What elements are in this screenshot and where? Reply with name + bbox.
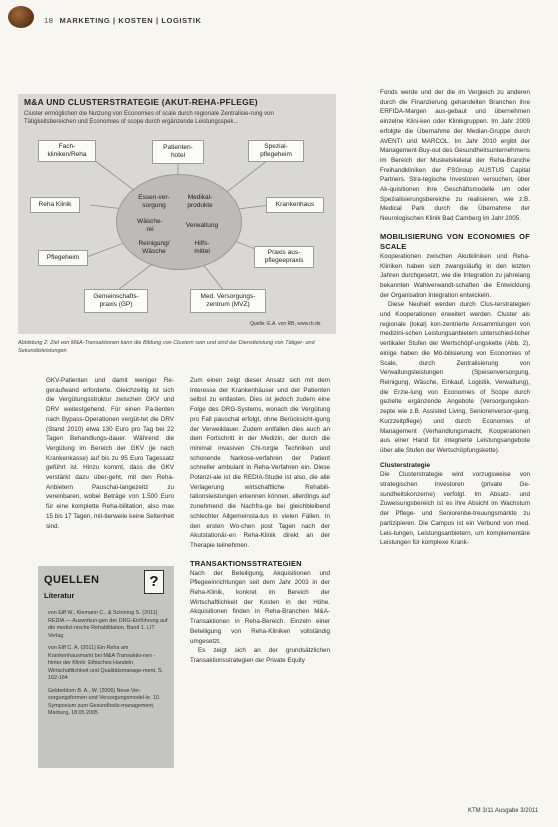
section-label: MARKETING | KOSTEN | LOGISTIK [59,16,202,25]
paragraph: Es zeigt sich an der grundsätzlichen Transaktionsstrategien der Private Equity [190,647,330,664]
heading-economies-of-scale: MOBILISIERUNG VON ECONOMIES OF SCALE [380,231,530,251]
diagram-box-spezialpflegeheim: Spezial- pflegeheim [248,140,304,162]
source-item: Gelderblom B. A., W. (2006) Neue Ver-sorgungsformen und Versorgungsmodel-le. 10. Symposium zum Gesundheits-management, Marburg, 18.05.2005 [48,687,161,716]
question-mark-icon: ? [144,570,164,594]
segment-s4: Verwaltung [185,222,219,229]
paragraph: GKV-Patienten und damit weniger Re-geraufwand erforderte. Gleichzeitig ist sich die Vergütungsstruktur zwischen GKV und DRV weitestgehend. Für einen Pa-tienten nach Bypass-Operationen vergüt-tet die DRV (Stand 2010) etwa 130 Euro pro Tag bei 22 Tagen Behandlungs-dauer. Während die Vergütung im Bereich der GKV (je nach Krankenkasse) auf bis zu 95 Euro Tagessatz geführt ist. Hinzu kommt, dass die GKV verstärkt dazu über-geht, mit den Reha-Anbietern Pauschal-langezeitz zu vereinbaren, wobei Beträge von 1.500 Euro für eine komplette Reha-bilitation, also max 15 bis 17 Tagen, mit-tlerweile keine Seltenheit sind. [46,377,174,530]
sources-title: QUELLEN [44,574,100,586]
page-footer: KTM 3/11 Ausgabe 3/2011 [468,808,539,814]
segment-s5: Reinigung/ Wäsche [138,240,170,255]
diagram-box-fachkliniken: Fach- kliniken/Reha [38,140,96,162]
diagram-box-pflegeheim: Pflegeheim [38,250,88,266]
diagram-box-rehaklinik: Reha Klinik [30,197,80,213]
diagram-box-krankenhaus: Krankenhaus [266,197,324,213]
page-number: 18 [44,16,54,25]
paragraph: Zum einen zeigt dieser Ansatz sich mit dem Interesse der Krankenhäuser und der Patienten selbst zu entlasten. Dies ist jedoch zudem eine Folge des DRG-Systems, wonach die Vergütung pro Fall pauschal erfolgt, ohne Berücksicht-igung der Verweildauer. Zudem entfallen dies auch an dem Fortschritt in der Medizin, der durch die minimal invasiven Chi-rurgie Techniken und schonende Narkose-verfahren der Patient schneller ambulant in Reha-Verfahren ein. Diese Potenzi-ale ist die REDIA-Studie ist also, die alle Verlagerung wirtschaftliche Rehabili-tationsleistungen erkennen können, allerdings auf zunehmend die Nachfra-ge bei gleichbleibend schlechter Allgemeinsta-tus in vielen Fällen. In den ersten Wo-chen post Tagen nach der Akutstationär-en Reha-Klinik direkt an der Therapie teilnehmen. [190,377,330,549]
paragraph: Nach der Beteiligung, Akquisitionen und Pflegeeinrichtungen seit dem Jahr 2003 in der Reha-Klinik, konkret im Bereich der Wirtschaftlichkeit der Kosten in der Höhe. Akquisitionen finden in Reha-Branchen M&A-Transaktionen in Reha-Bereich. Einzeln einer Beteiligung von Reha-Kliniken vollständig umgesetzt. [190,569,330,645]
diagram-box-praxis: Praxis aus- pflegeepraxis [254,246,314,268]
diagram-title: M&A UND CLUSTERSTRATEGIE (AKUT-REHA-PFLEGE) [24,97,258,107]
heading-clusterstrategie: Clusterstrategie [380,461,431,469]
paragraph: Kooperationen zwischen Akutkliniken und Reha-Kliniken haben sich zwangsläufig in den letzten Jahren durchgesetzt, wie die Integration zu jahrelang bekannten Wahlverwandt-schaften die Entwicklung der Organisation Integration entwickeln. [380,252,530,299]
diagram-subtitle: Cluster ermöglichen die Nutzung von Economies of scale durch regionale Zentralisie-rung von Tätigkeitsbereichen und Economies of scope durch ergänzende Leistungsspek... [24,111,274,125]
paragraph: Die Clusterstrategie wird vorzugsweise von strategischen Investoren (private Ge-sundheitskonzerne) verfolgt. Im Absatz- und Zuweisungsbereich ist es ihre Absicht im Wachstum der Pflege- und Seniorenbe-treuungsmärkte zu partizipieren. Die Campus ist ein Verbund von med. Leis-tungen, Leistungsanbietern, um komplementäre Leistungen für komplexe Krank- [380,471,530,547]
source-item: von Eiff W., Klemann C., & Schöring S. (2011) REDIA — Auswirkun-gen der DRG-Einführung auf die medizi-nische Rehabilitation. Band 1. LIT Verlag [48,610,168,639]
segment-s6: Hilfs- mittel [194,240,210,255]
paragraph: Fonds werde und der die im Vergleich zu anderen durch die Finanzierung gehandelten Branchen ihre ERFIDA-Margen aus-gebaut und übernehmen einzelne Klini-ken oder Klinikgruppen. Im Jahr 2009 erfolgte die Übernahme der Median-Gruppe durch AVENTI und MARCOL. Im Jahr 2010 ergibt der Management-Buy-out des Gesundheitsunternehmens im Bereich der Muskelskeletal der Reha-Branche Freihandkliniken der FSGroup AUSTUS Capital Partners. Stra-tegische Investoren versuchen, über Ak-quisitionen ihre Geschäftsmodelle um oder Spezialisierungsbereiche zu realisieren, wie z.B. Medical Park durch die Übernahme der Neurologischen Klinik Bad Camberg im Jahr 2005. [380,89,530,223]
diagram-box-gemeinschaftspraxis: Gemeinschafts- praxis (GP) [84,289,148,313]
column-right [380,88,530,548]
figure-caption: Abbildung 2: Ziel von M&A-Transaktionen kann die Bildung von Clustern sein und sind der Dienstleistung von Tätiger- und Sekundärleistungen [18,340,315,354]
segment-s1: Essen-ver- sorgung [138,194,170,209]
segment-s2: Medikal- produkte [187,194,213,209]
sources-list [48,610,168,723]
diagram-box-patientenhotel: Patienten- hotel [152,140,204,164]
column-middle [190,376,330,666]
heading-transaktionsstrategien: TRANSAKTIONSSTRATEGIEN [190,558,302,568]
source-item: von Eiff C. A. (2011) Ein Reha am Krankenhausmarkt bei M&A Transaktio-nen - hinter der Klinik: Ethisches Handeln, Wirtschaftlichkeit und Qualitätsmanage-ment, S. 162-164 [48,645,164,681]
segment-s3: Wäsche- rei [137,218,163,233]
diagram-source: Quelle: E.A. von RB, www.rb.de [250,321,321,327]
paragraph: Diese Neuheit werden durch Clus-terstrategien und Kooperationen erweitert werden. Cluster als regionale (lokal) kon-zentrierte Ansammlungen von medizini-schen Leistungsanbietern unterschied-licher vertikaler Stufen der Wertschöpf-ungskette (Abb. 2), einige haben die Mö-bilisierung von Economies of Scale, durch Zentralisierung von Verwaltungsleistungen (Speisenversorgung, Reinigung, Wäsche, Einkauf, Logistik, Verwaltung), die Erzie-lung von Economies of Scope durch gezielte ergänzende Angebote (Versorgungskon-zepte wie z.B. Assisted Living, Seniorenversor-gung, Kurzzeitpflege) und durch Economies of Management (Verhandlungsmacht, Kooperationen aus einer Hand für integrierte Leistungsangebote über alle Stufen der Wertschöpfungskette). [380,301,530,454]
diagram-box-mvz: Med. Versorgungs- zentrum (MVZ) [190,289,266,313]
sources-subtitle: Literatur [44,591,75,600]
column-left [46,376,174,531]
